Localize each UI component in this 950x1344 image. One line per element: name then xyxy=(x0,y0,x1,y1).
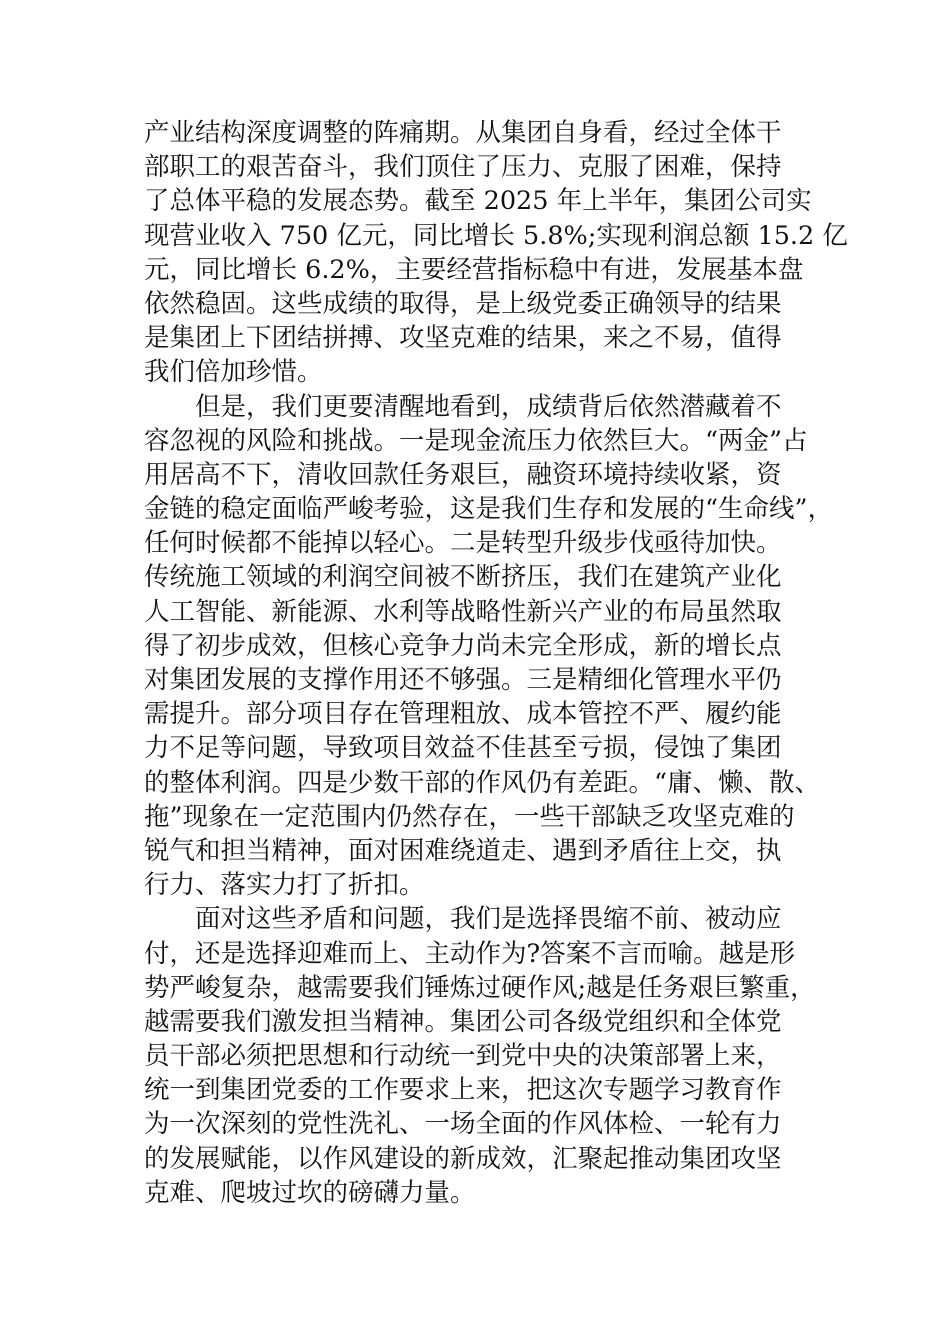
text-line: 锐气和担当精神，面对困难绕道走、遇到矛盾往上交，执 xyxy=(144,835,782,866)
text-line: 为一次深刻的党性洗礼、一场全面的作风体检、一轮有力 xyxy=(144,1109,782,1140)
text-line: 元，同比增长 6.2%，主要经营指标稳中有进，发展基本盘 xyxy=(144,254,804,285)
text-line: 势严峻复杂，越需要我们锤炼过硬作风;越是任务艰巨繁重， xyxy=(144,972,816,1003)
text-line: 的发展赋能，以作风建设的新成效，汇聚起推动集团攻坚 xyxy=(144,1143,782,1174)
text-line: 需提升。部分项目存在管理粗放、成本管控不严、履约能 xyxy=(144,699,782,730)
text-line: 行力、落实力打了折扣。 xyxy=(144,870,425,901)
text-line: 越需要我们激发担当精神。集团公司各级党组织和全体党 xyxy=(144,1006,782,1037)
text-line: 统一到集团党委的工作要求上来，把这次专题学习教育作 xyxy=(144,1075,782,1106)
text-line: 部职工的艰苦奋斗，我们顶住了压力、克服了困难，保持 xyxy=(144,152,782,183)
text-line: 拖”现象在一定范围内仍然存在，一些干部缺乏攻坚克难的 xyxy=(144,801,795,832)
text-line: 但是，我们更要清醒地看到，成绩背后依然潜藏着不 xyxy=(195,391,782,422)
text-line: 用居高不下，清收回款任务艰巨，融资环境持续收紧，资 xyxy=(144,459,782,490)
text-line: 传统施工领域的利润空间被不断挤压，我们在建筑产业化 xyxy=(144,562,782,593)
text-line: 产业结构深度调整的阵痛期。从集团自身看，经过全体干 xyxy=(144,118,782,148)
text-line: 面对这些矛盾和问题，我们是选择畏缩不前、被动应 xyxy=(195,904,782,935)
text-line: 任何时候都不能掉以轻心。二是转型升级步伐亟待加快。 xyxy=(144,528,782,559)
text-line: 力不足等问题，导致项目效益不佳甚至亏损，侵蚀了集团 xyxy=(144,733,782,764)
text-line: 人工智能、新能源、水利等战略性新兴产业的布局虽然取 xyxy=(144,596,782,627)
text-line: 我们倍加珍惜。 xyxy=(144,357,323,388)
text-line: 是集团上下团结拼搏、攻坚克难的结果，来之不易，值得 xyxy=(144,323,782,354)
text-line: 付，还是选择迎难而上、主动作为?答案不言而喻。越是形 xyxy=(144,938,796,969)
text-line: 了总体平稳的发展态势。截至 2025 年上半年，集团公司实 xyxy=(144,186,812,217)
text-line: 对集团发展的支撑作用还不够强。三是精细化管理水平仍 xyxy=(144,665,782,695)
text-line: 克难、爬坡过坎的磅礴力量。 xyxy=(144,1177,476,1208)
text-line: 容忽视的风险和挑战。一是现金流压力依然巨大。“两金”占 xyxy=(144,425,808,456)
text-line: 的整体利润。四是少数干部的作风仍有差距。“庸、懒、散、 xyxy=(144,767,821,798)
text-line: 金链的稳定面临严峻考验，这是我们生存和发展的“生命线”， xyxy=(144,494,834,525)
text-line: 员干部必须把思想和行动统一到党中央的决策部署上来， xyxy=(144,1041,782,1072)
text-line: 依然稳固。这些成绩的取得，是上级党委正确领导的结果 xyxy=(144,288,782,319)
text-line: 得了初步成效，但核心竞争力尚未完全形成，新的增长点 xyxy=(144,630,782,661)
document-body xyxy=(144,116,848,1210)
text-line: 现营业收入 750 亿元，同比增长 5.8%;实现利润总额 15.2 亿 xyxy=(144,220,848,251)
